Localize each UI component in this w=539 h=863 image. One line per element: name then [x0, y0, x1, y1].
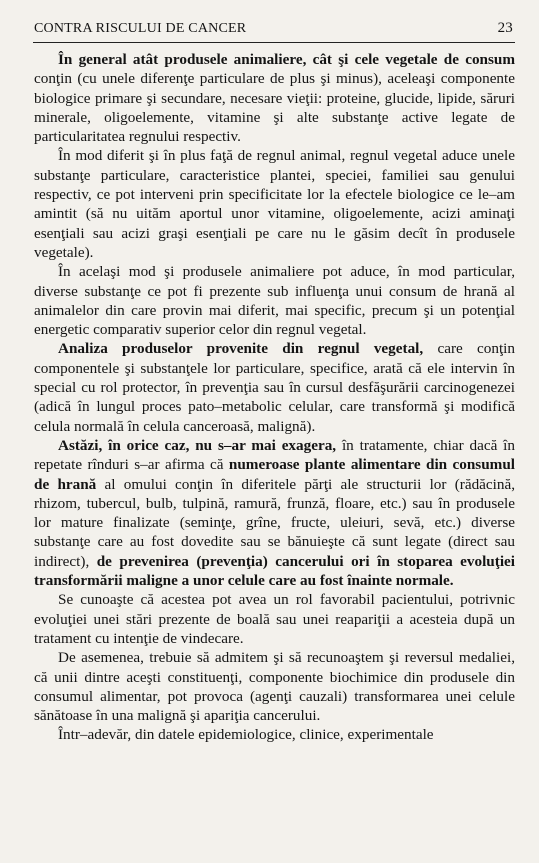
paragraph	[34, 648, 515, 725]
plain-text: Într–adevăr, din datele epidemiologice, clinice, experimentale	[58, 726, 434, 744]
paragraph	[34, 262, 515, 339]
bold-text: numeroase plante alimentare din consumul de hrană	[34, 456, 515, 493]
paragraph	[34, 339, 515, 435]
paragraph	[34, 50, 515, 146]
bold-text: de prevenirea (prevenţia) cancerului ori în stoparea evoluţiei transformării maligne a unor celule care au fost înainte normale.	[34, 552, 515, 590]
header-rule	[33, 42, 515, 43]
body-text	[34, 50, 515, 745]
paragraph	[34, 146, 515, 262]
paragraph	[34, 725, 515, 744]
bold-text: Analiza produselor provenite din regnul vegetal,	[58, 340, 424, 358]
plain-text: în tratamente, chiar dacă în repetate rînduri s–ar afirma că	[34, 436, 515, 474]
running-title: CONTRA RISCULUI DE CANCER	[34, 21, 247, 36]
bold-text: Astăzi, în orice caz, nu s–ar mai exagera,	[58, 436, 337, 454]
bold-text: În general atât produsele animaliere, cât şi cele vegetale de consum	[58, 51, 515, 68]
plain-text: al omului conţin în diferitele părţi ale structurii lor (rădăcină, rhizom, tubercul, bulb, tulpină, ramură, frunză, floare, etc.) sau în produsele lor mature finalizate (seminţe, grîne, fructe, uleiuri, sevă, etc.) diverse substanţe care au fost dovedite sau se bănuieşte că sunt legate (direct sau indirect),	[34, 475, 515, 570]
plain-text: Se cunoaşte că acestea pot avea un rol favorabil pacientului, potrivnic evoluţiei unei stări prezente de boală sau unei reapariţii a acesteia după un tratament cu intenţie de vindecare.	[34, 591, 515, 647]
plain-text: De asemenea, trebuie să admitem şi să recunoaştem şi reversul medaliei, că unii dintre aceşti constituenţi, componente biochimice din produsele din consumul alimentar, pot provoca (agenţi cauzali) transformarea unei celule sănătoase în una malignă şi apariţia cancerului.	[34, 649, 515, 725]
page-number: 23	[497, 20, 513, 36]
plain-text: În acelaşi mod şi produsele animaliere pot aduce, în mod particular, diverse substanţe ce pot fi prezente sub influenţa unui consum de hrană al animalelor din care provin mai diferit, mai specific, precum şi un potenţial energetic comparativ superior celor din regnul vegetal.	[34, 263, 515, 339]
page-header	[34, 20, 513, 37]
plain-text: În mod diferit şi în plus faţă de regnul animal, regnul vegetal aduce unele substanţe particulare, caracteristice plantei, speciei, familiei sau genului respectiv, ce pot interveni prin specificitate lor la efectele biologice ce le–am amintit (să nu uităm aportul unor vitamine, oligoelemente, acizi aminaţi esenţiali sau acizi graşi esenţiali pe care nu le găsim decît în produsele vegetale).	[34, 147, 515, 261]
paragraph	[34, 436, 515, 590]
paragraph	[34, 590, 515, 648]
plain-text: conţin (cu unele diferenţe particulare de plus şi minus), aceleaşi componente biologice primare şi secundare, necesare vieţii: proteine, glucide, lipide, săruri minerale, oligoelemente, vitamine şi alte substanţe active legate de particularitatea regnului respectiv.	[34, 70, 515, 146]
plain-text: care conţin componentele şi substanţele lor particulare, specifice, arată că ele intervin în special cu rol protector, în prevenţia sau în cursul desfăşurării carcinogenezei (adică în lungul proces pato–metabolic celular, care transformă şi modifică celula normală în celula canceroasă, malignă).	[34, 340, 515, 435]
